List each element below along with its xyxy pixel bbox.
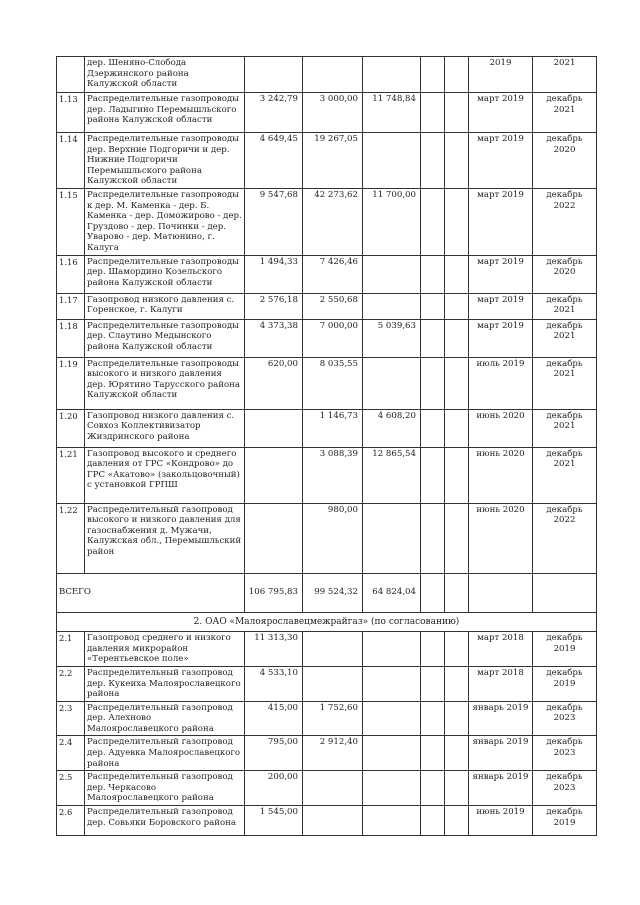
object-name: Распределительный газопровод дер. Адуевка Малоярославецкого района — [85, 736, 245, 771]
amount-3 — [363, 293, 421, 319]
table-row — [57, 771, 597, 806]
amount-1: 3 242,79 — [245, 93, 303, 133]
empty-cell — [421, 357, 445, 409]
amount-1: 1 545,00 — [245, 806, 303, 836]
start-date: март 2019 — [469, 133, 533, 189]
amount-2: 1 752,60 — [303, 701, 363, 736]
empty-cell — [421, 666, 445, 701]
amount-2: 980,00 — [303, 503, 363, 573]
amount-3 — [363, 701, 421, 736]
empty-cell — [445, 319, 469, 357]
table-row — [57, 319, 597, 357]
object-name: Газопровод среднего и низкого давления микрорайон «Терентьевское поле» — [85, 632, 245, 667]
row-number: 1.19 — [57, 357, 85, 409]
amount-2 — [303, 632, 363, 667]
empty-cell — [421, 573, 445, 612]
amount-1: 4 373,38 — [245, 319, 303, 357]
amount-3 — [363, 503, 421, 573]
amount-2: 7 000,00 — [303, 319, 363, 357]
amount-3 — [363, 806, 421, 836]
object-name: Распределительные газопроводы к дер. М. Каменка - дер. Б. Каменка - дер. Доможирово - дер. Груздово - дер. Починки - дер. Уварово - дер. Матюнино, г. Калуга — [85, 188, 245, 255]
amount-3: 11 748,84 — [363, 93, 421, 133]
row-number: 2.2 — [57, 666, 85, 701]
empty-cell — [445, 133, 469, 189]
amount-3 — [363, 57, 421, 93]
amount-1 — [245, 57, 303, 93]
empty-cell — [421, 736, 445, 771]
start-date: июнь 2020 — [469, 447, 533, 503]
object-name: дер. Шеняно-Слобода Дзержинского района Калужской области — [85, 57, 245, 93]
start-date: январь 2019 — [469, 771, 533, 806]
object-name: Газопровод низкого давления с. Горенское, г. Калуги — [85, 293, 245, 319]
start-date: июнь 2020 — [469, 409, 533, 447]
total-amount-2: 99 524,32 — [303, 573, 363, 612]
object-name: Распределительные газопроводы дер. Слаутино Медынского района Калужской области — [85, 319, 245, 357]
amount-3 — [363, 255, 421, 293]
budget-table-page — [56, 56, 596, 836]
amount-2: 2 550,68 — [303, 293, 363, 319]
amount-2: 1 146,73 — [303, 409, 363, 447]
empty-cell — [445, 771, 469, 806]
amount-1: 4 533,10 — [245, 666, 303, 701]
amount-2: 2 912,40 — [303, 736, 363, 771]
end-date: декабрь 2021 — [533, 93, 597, 133]
end-date: декабрь 2020 — [533, 133, 597, 189]
total-row — [57, 573, 597, 612]
amount-2: 8 035,55 — [303, 357, 363, 409]
empty-cell — [445, 447, 469, 503]
table-row — [57, 806, 597, 836]
table-row — [57, 93, 597, 133]
empty-cell — [445, 736, 469, 771]
row-number: 1.14 — [57, 133, 85, 189]
amount-2 — [303, 771, 363, 806]
empty-cell — [445, 666, 469, 701]
amount-3: 11 700,00 — [363, 188, 421, 255]
start-date: март 2019 — [469, 255, 533, 293]
amount-2: 3 000,00 — [303, 93, 363, 133]
amount-2: 19 267,05 — [303, 133, 363, 189]
empty-cell — [533, 573, 597, 612]
empty-cell — [445, 293, 469, 319]
object-name: Распределительный газопровод дер. Черкасово Малоярославецкого района — [85, 771, 245, 806]
amount-1: 200,00 — [245, 771, 303, 806]
amount-1: 4 649,45 — [245, 133, 303, 189]
start-date: январь 2019 — [469, 736, 533, 771]
empty-cell — [421, 632, 445, 667]
empty-cell — [421, 93, 445, 133]
end-date: декабрь 2019 — [533, 632, 597, 667]
start-date: март 2019 — [469, 293, 533, 319]
object-name: Газопровод высокого и среднего давления от ГРС «Кондрово» до ГРС «Акатово» (закольцовочный) с установкой ГРПШ — [85, 447, 245, 503]
amount-2: 7 426,46 — [303, 255, 363, 293]
table-row — [57, 503, 597, 573]
table-row — [57, 632, 597, 667]
amount-2: 42 273,62 — [303, 188, 363, 255]
empty-cell — [421, 701, 445, 736]
table-row — [57, 447, 597, 503]
empty-cell — [469, 573, 533, 612]
section-header-row — [57, 612, 597, 632]
row-number: 1.22 — [57, 503, 85, 573]
object-name: Распределительный газопровод дер. Алехново Малоярославецкого района — [85, 701, 245, 736]
start-date: март 2019 — [469, 319, 533, 357]
object-name: Распределительный газопровод высокого и низкого давления для газоснабжения д. Мужачи, Калужская обл., Перемышльский район — [85, 503, 245, 573]
end-date: декабрь 2021 — [533, 293, 597, 319]
end-date: декабрь 2021 — [533, 409, 597, 447]
amount-2 — [303, 806, 363, 836]
amount-3 — [363, 771, 421, 806]
empty-cell — [445, 632, 469, 667]
table-row — [57, 293, 597, 319]
end-date: декабрь 2021 — [533, 319, 597, 357]
amount-1: 2 576,18 — [245, 293, 303, 319]
amount-3 — [363, 632, 421, 667]
amount-1: 1 494,33 — [245, 255, 303, 293]
start-date: июль 2019 — [469, 357, 533, 409]
amount-1: 620,00 — [245, 357, 303, 409]
row-number: 1.13 — [57, 93, 85, 133]
end-date: декабрь 2022 — [533, 188, 597, 255]
amount-2 — [303, 666, 363, 701]
amount-1 — [245, 409, 303, 447]
amount-1: 9 547,68 — [245, 188, 303, 255]
gas-pipeline-table — [56, 56, 597, 836]
empty-cell — [421, 133, 445, 189]
end-date: декабрь 2020 — [533, 255, 597, 293]
empty-cell — [421, 806, 445, 836]
amount-1: 795,00 — [245, 736, 303, 771]
empty-cell — [421, 409, 445, 447]
amount-3: 4 608,20 — [363, 409, 421, 447]
row-number: 2.6 — [57, 806, 85, 836]
empty-cell — [421, 503, 445, 573]
table-row — [57, 357, 597, 409]
object-name: Распределительные газопроводы дер. Шамордино Козельского района Калужской области — [85, 255, 245, 293]
row-number: 1.15 — [57, 188, 85, 255]
empty-cell — [445, 188, 469, 255]
end-date: декабрь 2021 — [533, 357, 597, 409]
start-date: март 2018 — [469, 666, 533, 701]
table-row — [57, 736, 597, 771]
start-date: июнь 2019 — [469, 806, 533, 836]
empty-cell — [445, 255, 469, 293]
row-number: 2.3 — [57, 701, 85, 736]
amount-2 — [303, 57, 363, 93]
empty-cell — [421, 447, 445, 503]
row-number: 2.5 — [57, 771, 85, 806]
empty-cell — [445, 409, 469, 447]
row-number — [57, 57, 85, 93]
end-date: декабрь 2019 — [533, 806, 597, 836]
table-body — [57, 57, 597, 836]
end-date: декабрь 2019 — [533, 666, 597, 701]
object-name: Распределительные газопроводы дер. Ладыгино Перемышльского района Калужской области — [85, 93, 245, 133]
table-row — [57, 255, 597, 293]
start-date: март 2019 — [469, 93, 533, 133]
amount-1 — [245, 503, 303, 573]
amount-3: 5 039,63 — [363, 319, 421, 357]
end-date: 2021 — [533, 57, 597, 93]
table-row — [57, 701, 597, 736]
empty-cell — [421, 319, 445, 357]
object-name: Распределительные газопроводы высокого и низкого давления дер. Юрятино Тарусского района Калужской области — [85, 357, 245, 409]
row-number: 1.18 — [57, 319, 85, 357]
amount-3 — [363, 133, 421, 189]
total-amount-1: 106 795,83 — [245, 573, 303, 612]
empty-cell — [445, 57, 469, 93]
empty-cell — [421, 255, 445, 293]
section-title: 2. ОАО «Малоярославецмежрайгаз» (по согласованию) — [57, 612, 597, 632]
empty-cell — [445, 806, 469, 836]
empty-cell — [445, 357, 469, 409]
amount-2: 3 088,39 — [303, 447, 363, 503]
empty-cell — [445, 93, 469, 133]
amount-1: 415,00 — [245, 701, 303, 736]
start-date: январь 2019 — [469, 701, 533, 736]
empty-cell — [445, 701, 469, 736]
amount-3 — [363, 736, 421, 771]
amount-3 — [363, 357, 421, 409]
amount-1 — [245, 447, 303, 503]
object-name: Распределительный газопровод дер. Совьяки Боровского района — [85, 806, 245, 836]
row-number: 1.20 — [57, 409, 85, 447]
empty-cell — [445, 503, 469, 573]
empty-cell — [421, 293, 445, 319]
total-amount-3: 64 824,04 — [363, 573, 421, 612]
empty-cell — [421, 57, 445, 93]
table-row — [57, 409, 597, 447]
object-name: Газопровод низкого давления с. Совхоз Коллективизатор Жиздринского района — [85, 409, 245, 447]
table-row — [57, 57, 597, 93]
start-date: март 2019 — [469, 188, 533, 255]
row-number: 1.21 — [57, 447, 85, 503]
empty-cell — [445, 573, 469, 612]
empty-cell — [421, 188, 445, 255]
end-date: декабрь 2023 — [533, 736, 597, 771]
row-number: 2.4 — [57, 736, 85, 771]
row-number: 2.1 — [57, 632, 85, 667]
table-row — [57, 133, 597, 189]
row-number: 1.16 — [57, 255, 85, 293]
amount-3: 12 865,54 — [363, 447, 421, 503]
end-date: декабрь 2023 — [533, 701, 597, 736]
amount-3 — [363, 666, 421, 701]
total-label: ВСЕГО — [57, 573, 245, 612]
start-date: март 2018 — [469, 632, 533, 667]
end-date: декабрь 2021 — [533, 447, 597, 503]
row-number: 1.17 — [57, 293, 85, 319]
object-name: Распределительный газопровод дер. Кукеиха Малоярославецкого района — [85, 666, 245, 701]
end-date: декабрь 2023 — [533, 771, 597, 806]
end-date: декабрь 2022 — [533, 503, 597, 573]
start-date: 2019 — [469, 57, 533, 93]
table-row — [57, 188, 597, 255]
object-name: Распределительные газопроводы дер. Верхние Подгоричи и дер. Нижние Подгоричи Перемышльского района Калужской области — [85, 133, 245, 189]
empty-cell — [421, 771, 445, 806]
start-date: июнь 2020 — [469, 503, 533, 573]
table-row — [57, 666, 597, 701]
amount-1: 11 313,30 — [245, 632, 303, 667]
